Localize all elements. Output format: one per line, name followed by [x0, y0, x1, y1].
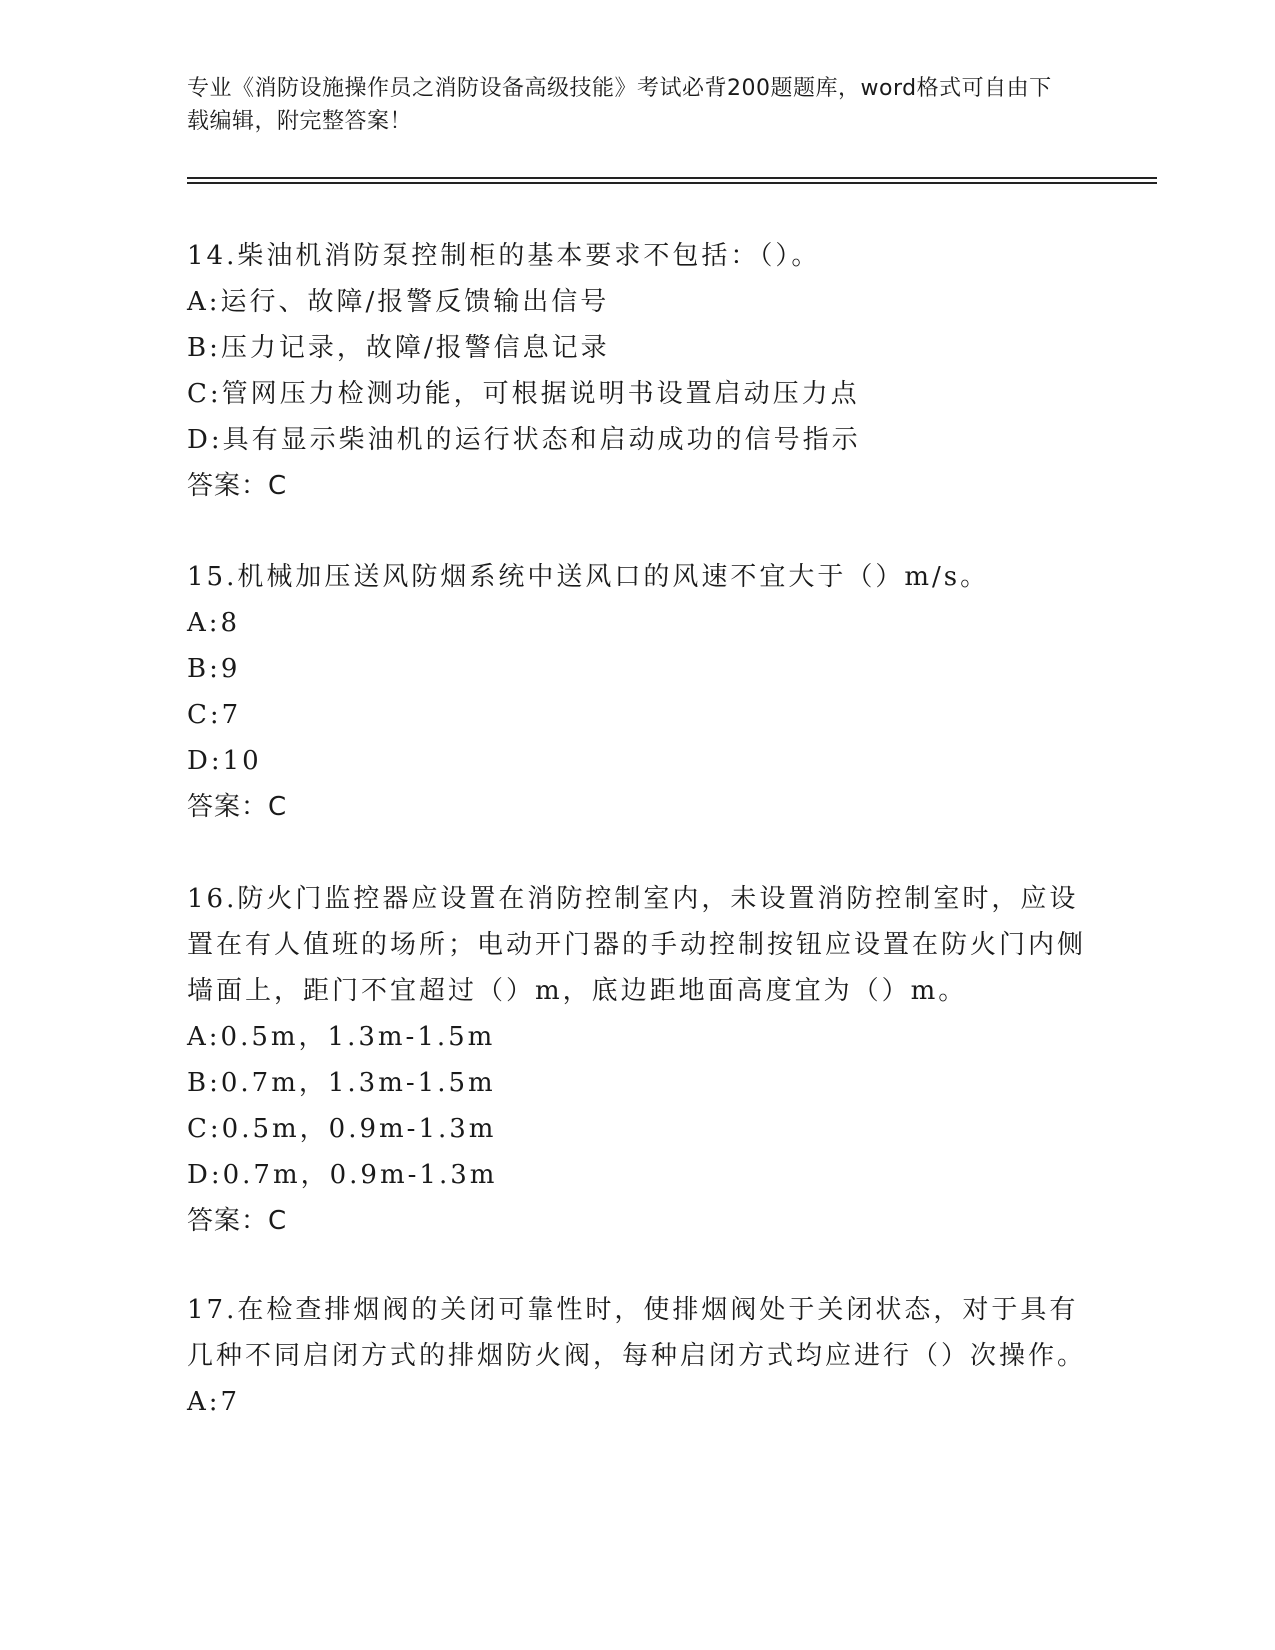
- question-stem: 15.机械加压送风防烟系统中送风口的风速不宜大于（）m/s。: [187, 562, 990, 592]
- option-d: D:具有显示柴油机的运行状态和启动成功的信号指示: [187, 425, 861, 455]
- option-b: B:压力记录，故障/报警信息记录: [187, 333, 610, 363]
- option-c: C:7: [187, 700, 242, 730]
- question-17: [187, 1287, 1087, 1425]
- option-d: D:10: [187, 746, 262, 776]
- option-a: A:7: [187, 1387, 241, 1417]
- answer: 答案：C: [187, 1206, 288, 1236]
- question-15: [187, 554, 1087, 830]
- question-14: [187, 233, 1087, 509]
- option-d: D:0.7m，0.9m-1.3m: [187, 1160, 498, 1190]
- option-a: A:8: [187, 608, 241, 638]
- option-c: C:管网压力检测功能，可根据说明书设置启动压力点: [187, 379, 860, 409]
- answer: 答案：C: [187, 471, 288, 501]
- question-stem: 16.防火门监控器应设置在消防控制室内，未设置消防控制室时，应设置在有人值班的场所；电动开门器的手动控制按钮应设置在防火门内侧墙面上，距门不宜超过（）m，底边距地面高度宜为（）m。: [187, 884, 1087, 1006]
- option-b: B:9: [187, 654, 241, 684]
- option-a: A:运行、故障/报警反馈输出信号: [187, 287, 610, 317]
- question-stem: 14.柴油机消防泵控制柜的基本要求不包括：（）。: [187, 241, 821, 271]
- header-divider-bottom: [187, 182, 1157, 184]
- question-16: [187, 876, 1087, 1244]
- document-intro: 专业《消防设施操作员之消防设备高级技能》考试必背200题题库，word格式可自由下载编辑，附完整答案！: [187, 76, 1052, 134]
- option-c: C:0.5m，0.9m-1.3m: [187, 1114, 497, 1144]
- option-a: A:0.5m，1.3m-1.5m: [187, 1022, 496, 1052]
- option-b: B:0.7m，1.3m-1.5m: [187, 1068, 496, 1098]
- answer: 答案：C: [187, 792, 288, 822]
- header-divider-top: [187, 177, 1157, 179]
- question-stem: 17.在检查排烟阀的关闭可靠性时，使排烟阀处于关闭状态，对于具有几种不同启闭方式的排烟防火阀，每种启闭方式均应进行（）次操作。: [187, 1295, 1087, 1371]
